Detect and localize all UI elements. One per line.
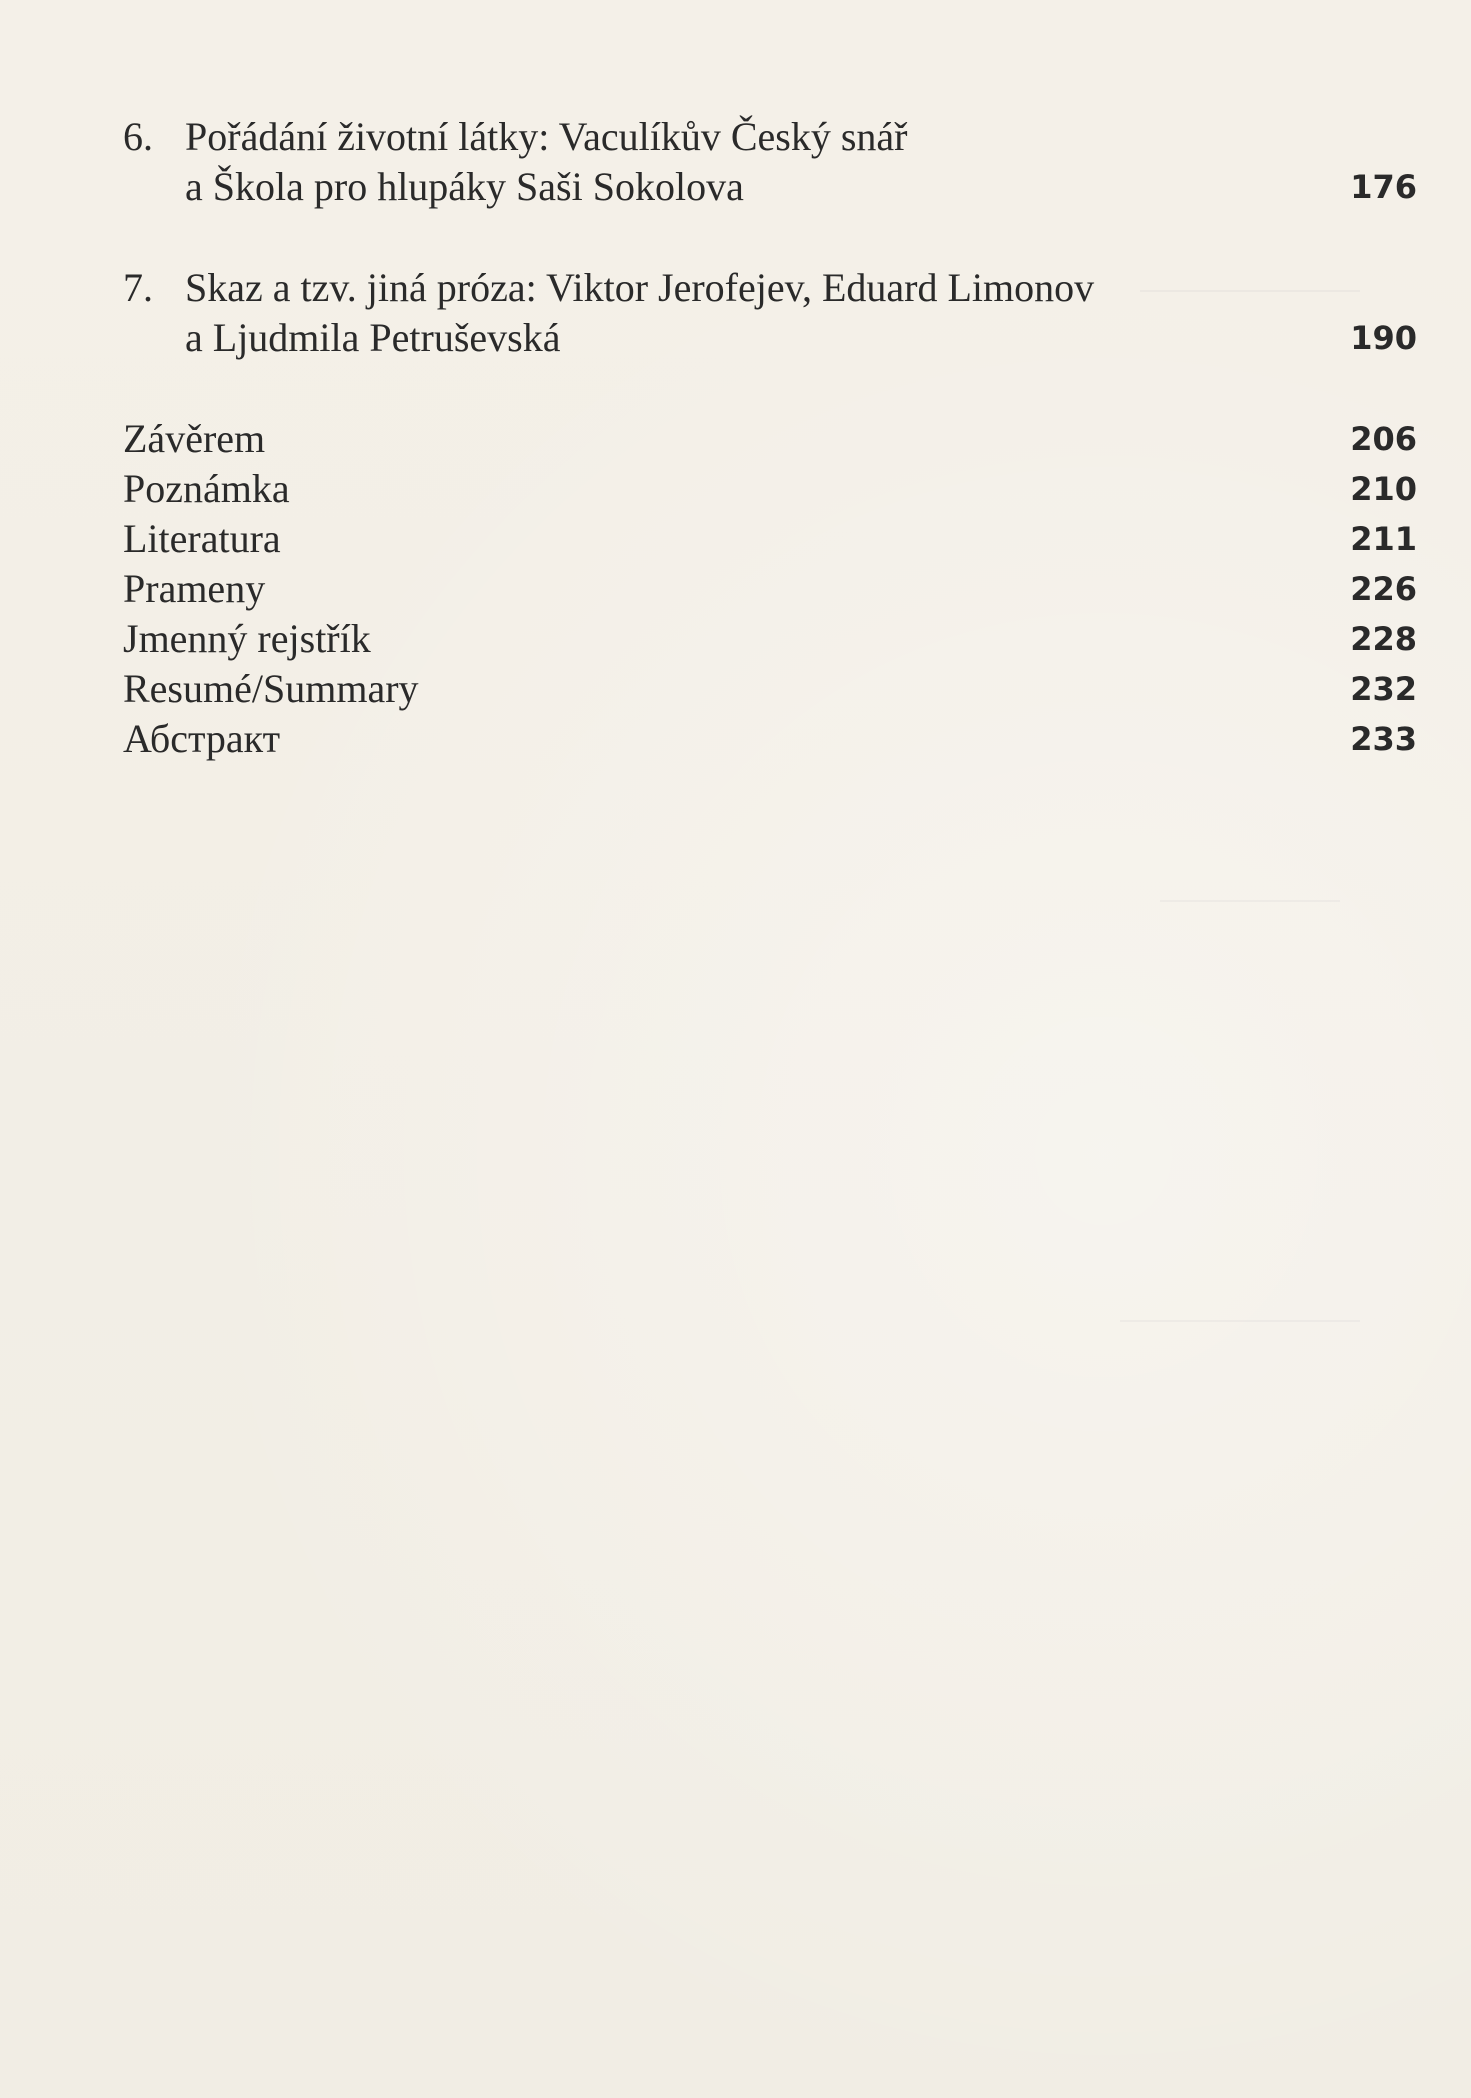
toc-entry-jmenny-rejstrik: Jmenný rejstřík <box>123 616 371 661</box>
chapter-title-line-2: a Ljudmila Petruševská <box>185 315 561 360</box>
page-number: 176 <box>1350 168 1417 206</box>
page-number: 226 <box>1350 570 1417 608</box>
chapter-title-line-1: Pořádání životní látky: Vaculíkův Český snář <box>185 114 908 159</box>
toc-entry-resume-summary: Resumé/Summary <box>123 666 419 711</box>
toc-entry-abstrakt: Абстракт <box>123 716 281 761</box>
page-number: 211 <box>1350 520 1417 558</box>
chapter-title-line-1: Skaz a tzv. jiná próza: Viktor Jerofejev, Eduard Limonov <box>185 265 1095 310</box>
chapter-number: 7. <box>123 265 153 310</box>
toc-entry-zaverem: Závěrem <box>123 416 266 461</box>
toc-entry-poznamka: Poznámka <box>123 466 290 511</box>
page-number: 206 <box>1350 420 1417 458</box>
page-number: 228 <box>1350 620 1417 658</box>
chapter-title-line-2: a Škola pro hlupáky Saši Sokolova <box>185 164 744 209</box>
page-number: 210 <box>1350 470 1417 508</box>
page-number: 190 <box>1350 319 1417 357</box>
chapter-number: 6. <box>123 114 153 159</box>
page-number: 232 <box>1350 670 1417 708</box>
toc-entry-literatura: Literatura <box>123 516 281 561</box>
toc-entry-prameny: Prameny <box>123 566 266 611</box>
page-number: 233 <box>1350 720 1417 758</box>
